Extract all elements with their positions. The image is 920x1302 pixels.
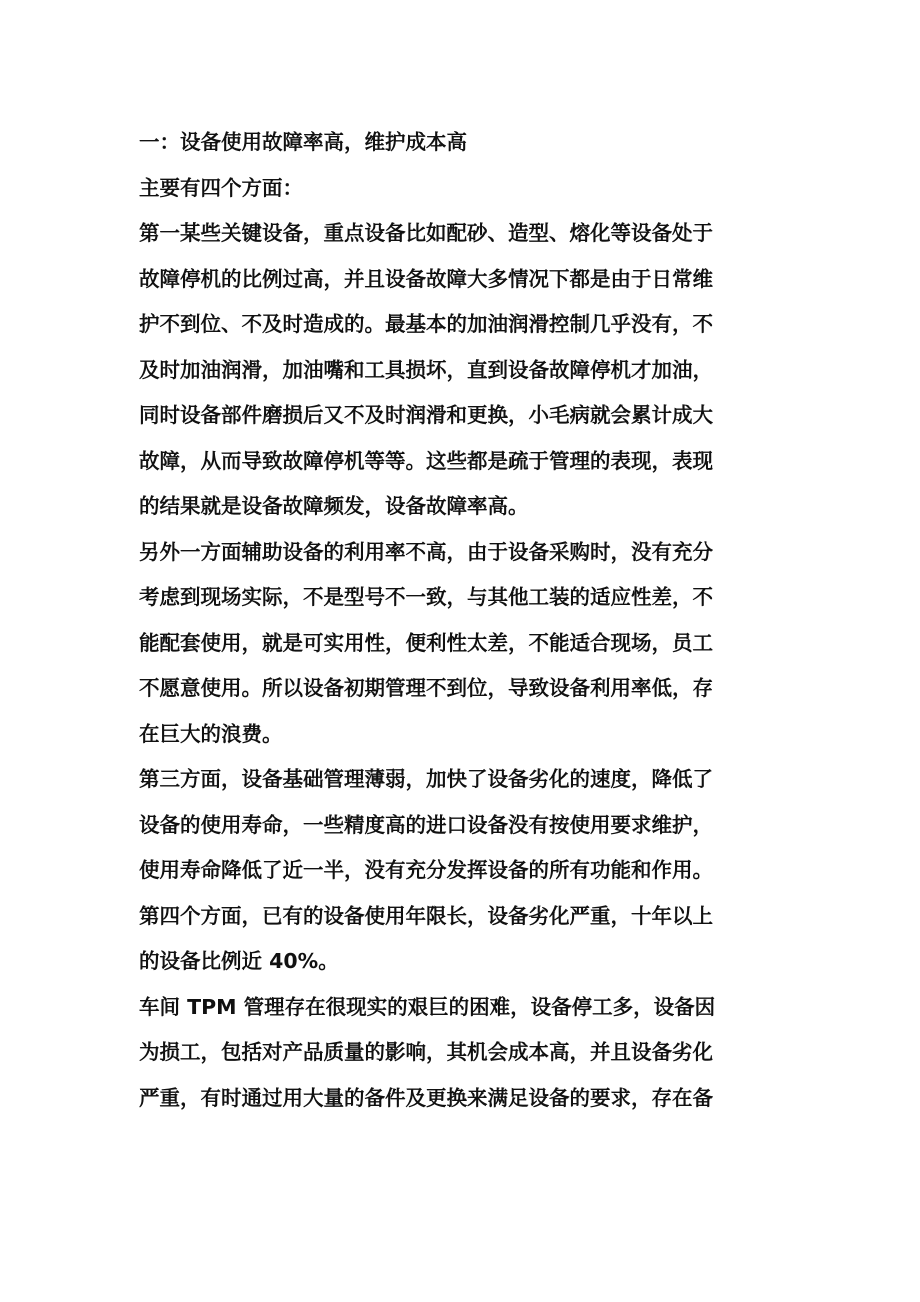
text-line: 主要有四个方面： [139,175,303,200]
text-line: 的设备比例近 40%。 [139,949,339,973]
text-line: 护不到位、不及时造成的。最基本的加油润滑控制几乎没有，不 [139,312,713,336]
text-line: 同时设备部件磨损后又不及时润滑和更换，小毛病就会累计成大 [139,403,713,427]
text-line: 另外一方面辅助设备的利用率不高，由于设备采购时，没有充分 [139,539,713,564]
text-line: 不愿意使用。所以设备初期管理不到位，导致设备利用率低，存 [139,676,713,700]
text-line: 严重，有时通过用大量的备件及更换来满足设备的要求，存在备 [139,1085,713,1110]
text-line: 设备的使用寿命，一些精度高的进口设备没有按使用要求维护， [139,812,713,837]
text-line: 为损工，包括对产品质量的影响，其机会成本高，并且设备劣化 [139,1040,713,1064]
document-body [139,120,789,1121]
text-line: 第四个方面，已有的设备使用年限长，设备劣化严重，十年以上 [139,903,713,928]
text-line: 在巨大的浪费。 [139,721,283,746]
text-line: 车间 TPM 管理存在很现实的艰巨的困难，设备停工多，设备因 [139,994,716,1019]
text-line: 故障停机的比例过高，并且设备故障大多情况下都是由于日常维 [139,266,713,291]
text-line: 考虑到现场实际，不是型号不一致，与其他工装的适应性差，不 [139,585,713,609]
text-line: 使用寿命降低了近一半，没有充分发挥设备的所有功能和作用。 [139,858,713,882]
section-heading: 一：设备使用故障率高，维护成本高 [139,130,467,154]
text-line: 的结果就是设备故障频发，设备故障率高。 [139,494,529,518]
text-line: 故障，从而导致故障停机等等。这些都是疏于管理的表现，表现 [139,448,713,473]
text-line: 能配套使用，就是可实用性，便利性太差，不能适合现场，员工 [139,630,713,655]
text-line: 第一某些关键设备，重点设备比如配砂、造型、熔化等设备处于 [139,221,713,245]
text-line: 第三方面，设备基础管理薄弱，加快了设备劣化的速度，降低了 [139,767,713,791]
text-line: 及时加油润滑，加油嘴和工具损坏，直到设备故障停机才加油， [139,357,713,382]
